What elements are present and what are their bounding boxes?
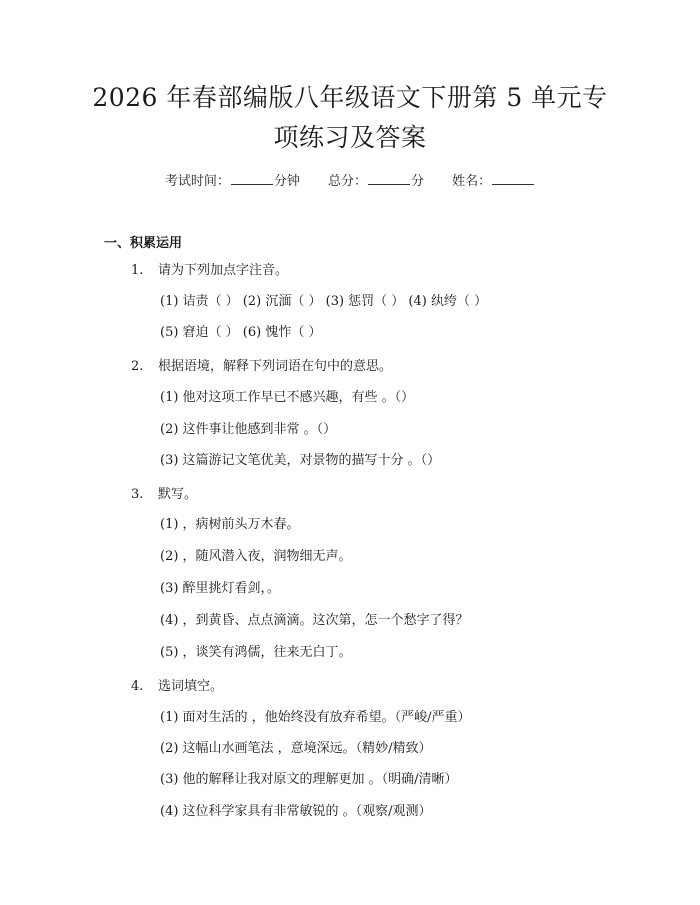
question-item: (3) 这篇游记文笔优美，对景物的描写十分 。（） (160, 453, 441, 468)
student-name-field (452, 174, 535, 189)
exam-time-unit: 分钟 (273, 174, 300, 189)
question-text: 请为下列加点字注音。 (158, 263, 289, 278)
question-item: (1) ，病树前头万木春。 (160, 517, 300, 532)
question-text: 选词填空。 (158, 679, 224, 694)
question-text: 根据语境，解释下列词语在句中的意思。 (158, 359, 393, 374)
question-item: (1) 诘责（ ） (2) 沉湎（ ） (3) 惩罚（ ） (4) 纨绔（ ） (160, 294, 488, 309)
total-score-field (328, 174, 424, 189)
question-item: (3) 醉里挑灯看剑，。 (160, 581, 281, 596)
question-item: (2) ，随风潜入夜，润物细无声。 (160, 549, 352, 564)
question-item: (4) ，到黄昏、点点滴滴。这次第，怎一个愁字了得？ (160, 613, 469, 628)
question-item: (4) 这位科学家具有非常敏锐的 。（观察/观测） (160, 804, 432, 819)
total-score-unit: 分 (411, 174, 425, 189)
title-line-2: 项练习及答案 (273, 123, 427, 152)
question-number: 1. (131, 263, 144, 278)
document-title (60, 78, 640, 158)
question-number: 4. (131, 679, 144, 694)
question-item: (2) 这件事让他感到非常 。（） (160, 422, 337, 437)
student-name-label: 姓名： (452, 174, 492, 189)
section-heading: 一、积累运用 (104, 236, 183, 251)
question-item: (3) 他的解释让我对原文的理解更加 。（明确/清晰） (160, 772, 458, 787)
exam-info-row (0, 170, 700, 189)
question-item: (1) 面对生活的 ，他始终没有放弃希望。（严峻/严重） (160, 710, 471, 725)
question-number: 3. (131, 487, 144, 502)
exam-time-field (165, 174, 300, 189)
question-item: (1) 他对这项工作早已不感兴趣，有些 。（） (160, 390, 415, 405)
title-line-1: 2026 年春部编版八年级语文下册第 5 单元专 (92, 83, 608, 112)
question-item: (2) 这幅山水画笔法 ，意境深远。（精妙/精致） (160, 741, 432, 756)
question-item: (5) 窘迫（ ） (6) 愧怍（ ） (160, 325, 322, 340)
student-name-blank (492, 172, 534, 185)
question-text: 默写。 (158, 487, 198, 502)
total-score-label: 总分： (327, 174, 367, 189)
exam-time-label: 考试时间： (164, 174, 230, 189)
question-number: 2. (131, 359, 144, 374)
exam-time-blank (231, 172, 273, 185)
question-item: (5) ，谈笑有鸿儒，往来无白丁。 (160, 645, 352, 660)
total-score-blank (368, 172, 410, 185)
